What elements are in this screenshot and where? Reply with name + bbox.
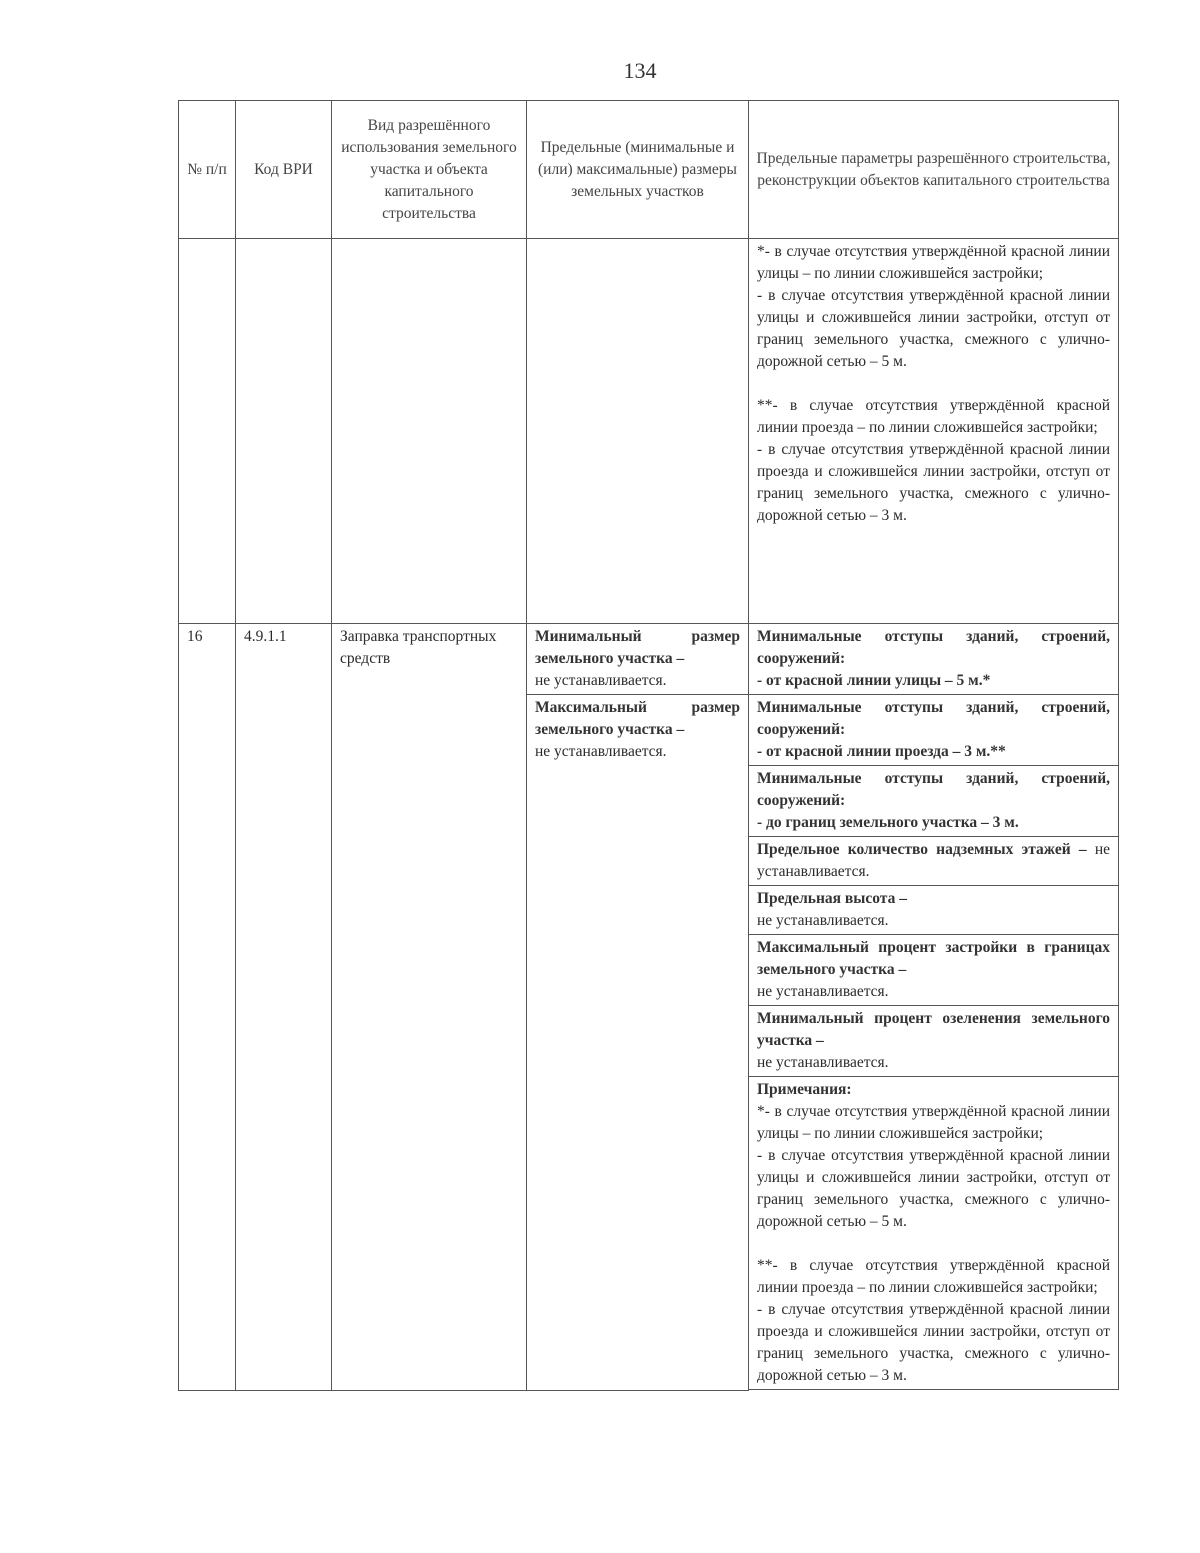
min-size-cell (527, 624, 749, 695)
param-cell (749, 766, 1119, 837)
param-value: - от красной линии улицы – 5 м.* (757, 672, 991, 689)
param-value: не устанавливается. (757, 983, 889, 1000)
continuation-row (179, 239, 1119, 624)
param-cell (749, 935, 1119, 1006)
cont-code-cell (236, 239, 332, 624)
notes-cell (749, 1077, 1119, 1390)
row-16-a (179, 624, 1119, 695)
param-cell (749, 624, 1119, 695)
param-cell (749, 886, 1119, 935)
cont-note-2: - в случае отсутствия утверждённой красной линии улицы и сложившейся линии застройки, отступ от границ земельного участка, смежного с улично-дорожной сетью – 5 м. (757, 287, 1110, 370)
cont-note-3: **- в случае отсутствия утверждённой красной линии проезда – по линии сложившейся застройки; (757, 397, 1110, 436)
param-title: Минимальные отступы зданий, строений, сооружений: (757, 770, 1110, 809)
cont-sizes-cell (527, 239, 749, 624)
note-3: **- в случае отсутствия утверждённой красной линии проезда – по линии сложившейся застройки; (757, 1257, 1110, 1296)
cont-note-4: - в случае отсутствия утверждённой красной линии проезда и сложившейся линии застройки, отступ от границ земельного участка, смежного с улично-дорожной сетью – 3 м. (757, 441, 1110, 524)
header-num: № п/п (179, 101, 236, 239)
spacer-cell (749, 1390, 1119, 1391)
header-sizes: Предельные (минимальные и (или) максимальные) размеры земельных участков (527, 101, 749, 239)
min-size-value: не устанавливается. (535, 672, 667, 689)
param-value: не устанавливается. (757, 1054, 889, 1071)
max-size-title: Максимальный размер земельного участка – (535, 699, 740, 738)
param-value: не устанавливается. (757, 912, 889, 929)
cont-notes-cell (749, 239, 1119, 624)
param-title: Минимальные отступы зданий, строений, сооружений: (757, 699, 1110, 738)
max-size-cell (527, 695, 749, 1391)
header-row (179, 101, 1119, 239)
param-cell (749, 837, 1119, 886)
param-title: Предельное количество надземных этажей – (757, 841, 1087, 858)
note-2: - в случае отсутствия утверждённой красной линии улицы и сложившейся линии застройки, отступ от границ земельного участка, смежного с улично-дорожной сетью – 5 м. (757, 1147, 1110, 1230)
max-size-value: не устанавливается. (535, 743, 667, 760)
row-16-num: 16 (179, 624, 236, 1391)
cont-use-cell (332, 239, 527, 624)
min-size-title: Минимальный размер земельного участка – (535, 628, 740, 667)
param-title: Максимальный процент застройки в границах земельного участка – (757, 939, 1110, 978)
page-number: 134 (623, 58, 657, 83)
header-code: Код ВРИ (236, 101, 332, 239)
cont-note-1: *- в случае отсутствия утверждённой красной линии улицы – по линии сложившейся застройки; (757, 243, 1110, 282)
param-value: - до границ земельного участка – 3 м. (757, 814, 1019, 831)
param-title: Предельная высота – (757, 890, 907, 907)
cont-num-cell (179, 239, 236, 624)
notes-title: Примечания: (757, 1081, 852, 1098)
row-16-code: 4.9.1.1 (236, 624, 332, 1391)
param-cell (749, 695, 1119, 766)
note-1: *- в случае отсутствия утверждённой красной линии улицы – по линии сложившейся застройки; (757, 1103, 1110, 1142)
param-title: Минимальный процент озеленения земельного участка – (757, 1010, 1110, 1049)
param-value: - от красной линии проезда – 3 м.** (757, 743, 1006, 760)
note-4: - в случае отсутствия утверждённой красной линии проезда и сложившейся линии застройки, отступ от границ земельного участка, смежного с улично-дорожной сетью – 3 м. (757, 1301, 1110, 1384)
header-use: Вид разрешённого использования земельного участка и объекта капитального строительства (332, 101, 527, 239)
param-cell (749, 1006, 1119, 1077)
param-value: не устанавливается. (757, 841, 1111, 880)
row-16-use: Заправка транспортных средств (332, 624, 527, 1391)
header-params: Предельные параметры разрешённого строительства, реконструкции объектов капитального строительства (749, 101, 1119, 239)
param-title: Минимальные отступы зданий, строений, сооружений: (757, 628, 1110, 667)
regulations-table (178, 100, 1119, 1391)
